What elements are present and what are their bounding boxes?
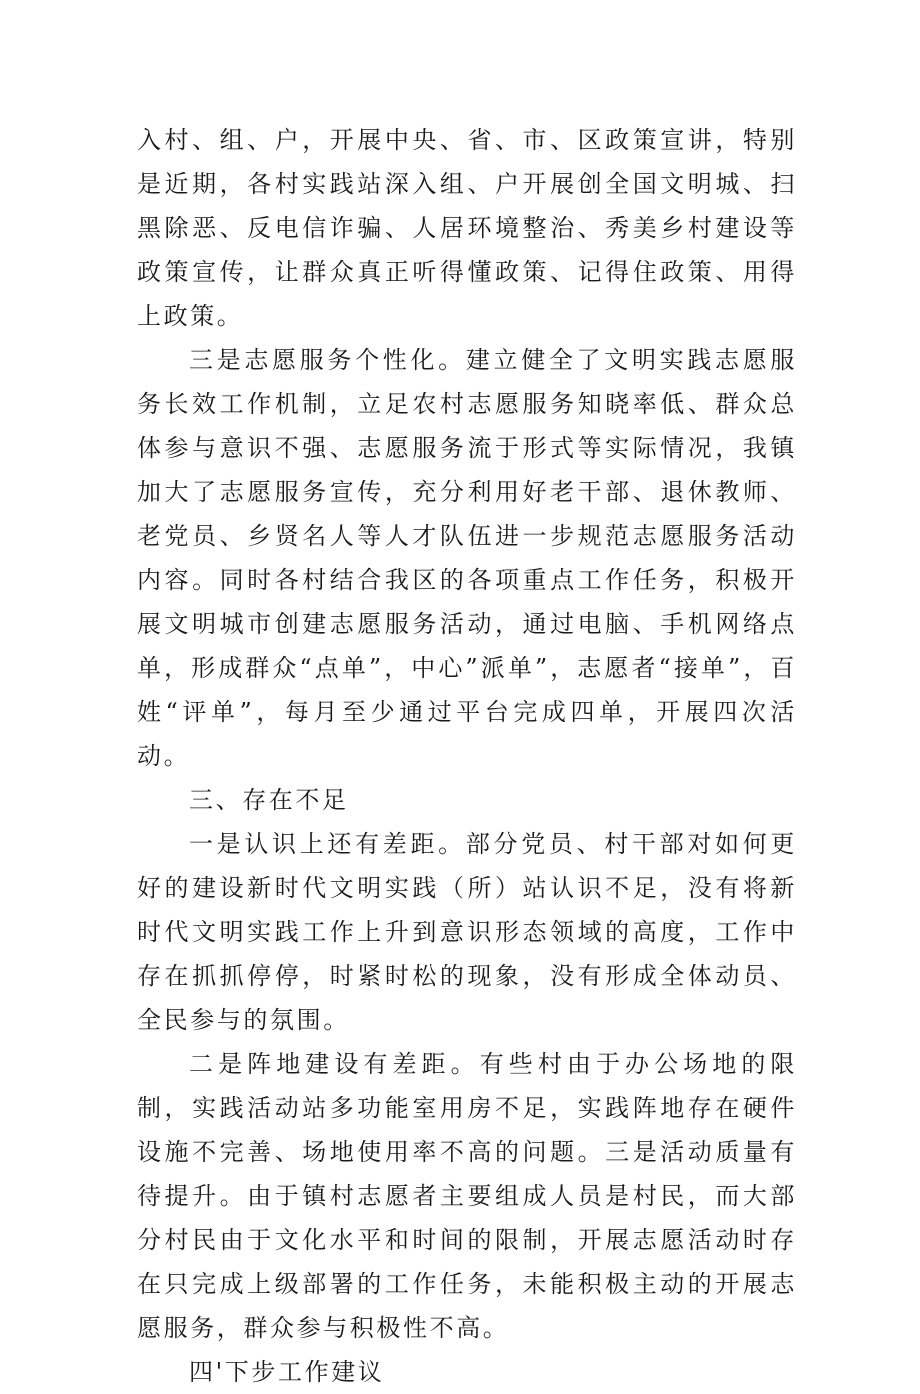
- paragraph-volunteer-service: 三是志愿服务个性化。建立健全了文明实践志愿服务长效工作机制，立足农村志愿服务知晓率低、群众总体参与意识不强、志愿服务流于形式等实际情况，我镇加大了志愿服务宣传，充分利用好老干部、退休教师、老党员、乡贤名人等人才队伍进一步规范志愿服务活动内容。同时各村结合我区的各项重点工作任务，积极开展文明城市创建志愿服务活动，通过电脑、手机网络点单，形成群众“点单”，中心”派单”，志愿者“接单”，百姓“评单”，每月至少通过平台完成四单，开展四次活动。: [137, 346, 797, 770]
- document-body: [137, 118, 797, 1394]
- paragraph-facility-gap: 二是阵地建设有差距。有些村由于办公场地的限制，实践活动站多功能室用房不足，实践阵地存在硬件设施不完善、场地使用率不高的问题。三是活动质量有待提升。由于镇村志愿者主要组成人员是村民，而大部分村民由于文化水平和时间的限制，开展志愿活动时存在只完成上级部署的工作任务，未能积极主动的开展志愿服务，群众参与积极性不高。: [137, 1050, 797, 1342]
- section-heading-next-steps: 四'下步工作建议: [189, 1358, 385, 1386]
- section-heading-shortcomings: 三、存在不足: [189, 786, 349, 814]
- paragraph-awareness-gap: 一是认识上还有差距。部分党员、村干部对如何更好的建设新时代文明实践（所）站认识不足，没有将新时代文明实践工作上升到意识形态领域的高度，工作中存在抓抓停停，时紧时松的现象，没有形成全体动员、全民参与的氛围。: [137, 830, 797, 1034]
- paragraph-policy-outreach: 入村、组、户，开展中央、省、市、区政策宣讲，特别是近期，各村实践站深入组、户开展创全国文明城、扫黑除恶、反电信诈骗、人居环境整治、秀美乡村建设等政策宣传，让群众真正听得懂政策、记得住政策、用得上政策。: [137, 126, 797, 330]
